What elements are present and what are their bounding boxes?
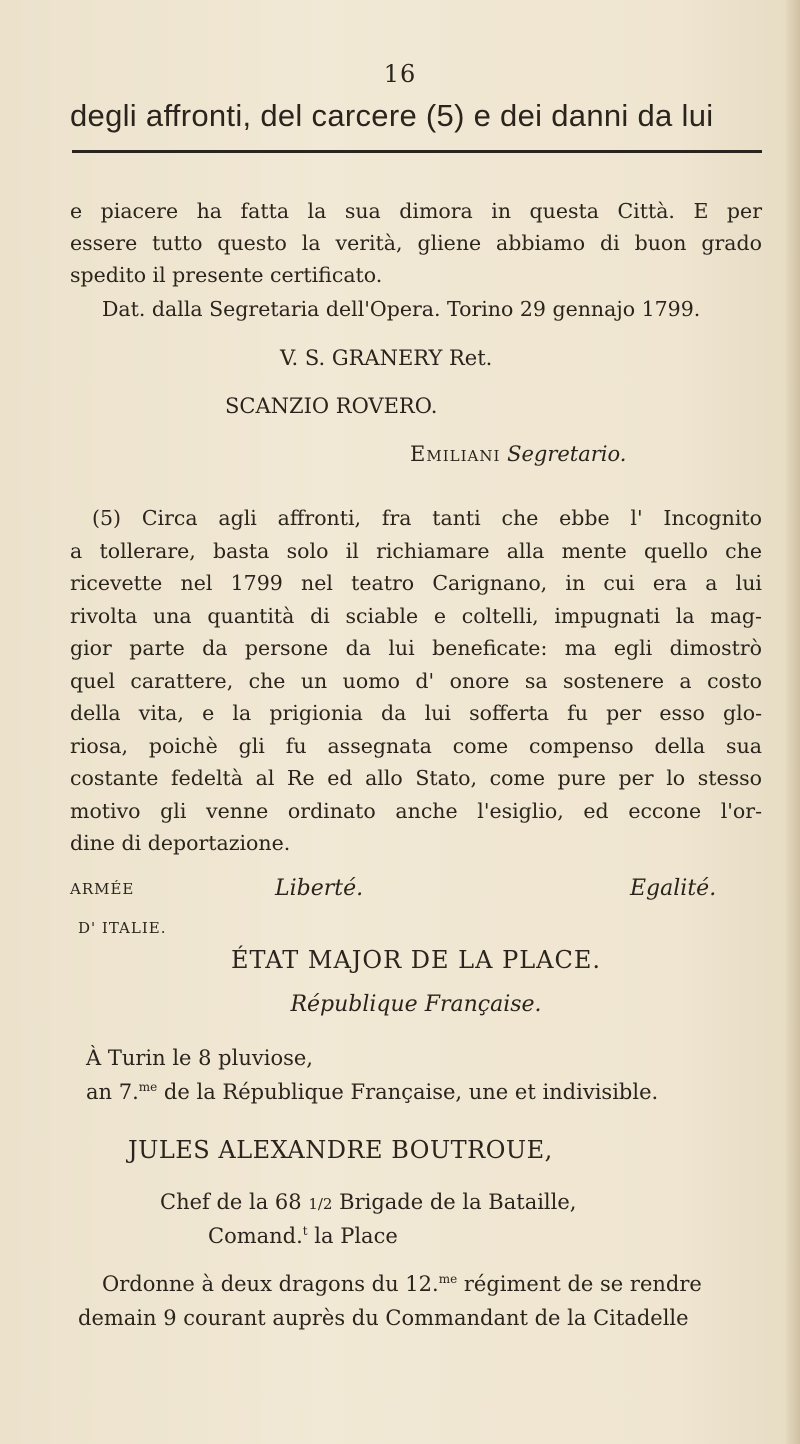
certificate-line: e piacere ha fatta la sua dimora in questa Città. E per: [70, 199, 762, 223]
signature-emiliani: [410, 438, 760, 471]
page-number: 16: [383, 60, 417, 88]
order-name: JULES ALEXANDRE BOUTROUE,: [128, 1136, 553, 1164]
footnote-line: riosa, poichè gli fu assegnata come compenso della sua: [70, 733, 762, 758]
signature-granery: V. S. GRANERY Ret.: [280, 346, 493, 370]
certificate-line: spedito il presente certificato.: [70, 263, 383, 287]
footnote-line: rivolta una quantità di sciable e coltelli, impugnati la mag-: [70, 603, 762, 628]
footnote-line: motivo gli venne ordinato anche l'esiglio, ed eccone l'or-: [70, 798, 762, 823]
certificate-date: Dat. dalla Segretaria dell'Opera. Torino 29 gennajo 1799.: [102, 297, 701, 321]
order-republique: République Française.: [290, 992, 542, 1017]
egalite-label: Egalité.: [630, 876, 717, 901]
footnote-line: della vita, e la prigionia da lui sofferta fu per esso glo-: [70, 701, 762, 725]
certificate-paragraph: [70, 227, 762, 260]
certificate-line: essere tutto questo la verità, gliene abbiamo di buon grado: [70, 231, 762, 255]
footnote-line: costante fedeltà al Re ed allo Stato, come pure per lo stesso: [70, 766, 762, 790]
liberte-label: Liberté.: [275, 876, 364, 901]
order-text-line-1: Ordonne à deux dragons du 12.$^{me}$ régiment de se rendre: [102, 1272, 702, 1296]
order-text-line-2: demain 9 courant auprès du Commandant de la Citadelle: [78, 1306, 689, 1330]
running-head: degli affronti, del carcere (5) e dei danni da lui: [70, 98, 714, 133]
page-edge: [786, 0, 800, 1444]
signature-name: Emiliani: [410, 442, 501, 466]
order-date-line-2: an 7.$^{me}$ de la République Française, une et indivisible.: [86, 1080, 659, 1104]
signature-scanzio: SCANZIO ROVERO.: [225, 394, 438, 418]
footnote-5: [70, 502, 762, 860]
footnote-line: dine di deportazione.: [70, 831, 291, 855]
certificate-paragraph: [70, 259, 762, 292]
order-heading: ÉTAT MAJOR DE LA PLACE.: [231, 946, 601, 974]
signature-role: Segretario.: [507, 442, 627, 466]
footnote-line: gior parte da persone da lui beneficate: ma egli dimostrò: [70, 636, 762, 660]
armee-italie: D' ITALIE.: [78, 919, 167, 937]
order-date-line-1: À Turin le 8 pluviose,: [86, 1046, 313, 1070]
certificate-paragraph: [70, 195, 762, 228]
order-chef: Chef de la 68 1/2 Brigade de la Bataille,: [160, 1190, 577, 1214]
footnote-line: a tollerare, basta solo il richiamare alla mente quello che: [70, 538, 762, 563]
header-rule: [72, 150, 762, 153]
order-comand: Comand.$^t$ la Place: [208, 1224, 398, 1248]
footnote-line: ricevette nel 1799 nel teatro Carignano, in cui era a lui: [70, 571, 762, 595]
armee-label: ARMÉE: [70, 880, 135, 898]
footnote-line: (5) Circa agli affronti, fra tanti che ebbe l' Incognito: [92, 506, 762, 530]
footnote-line: quel carattere, che un uomo d' onore sa sostenere a costo: [70, 668, 762, 693]
